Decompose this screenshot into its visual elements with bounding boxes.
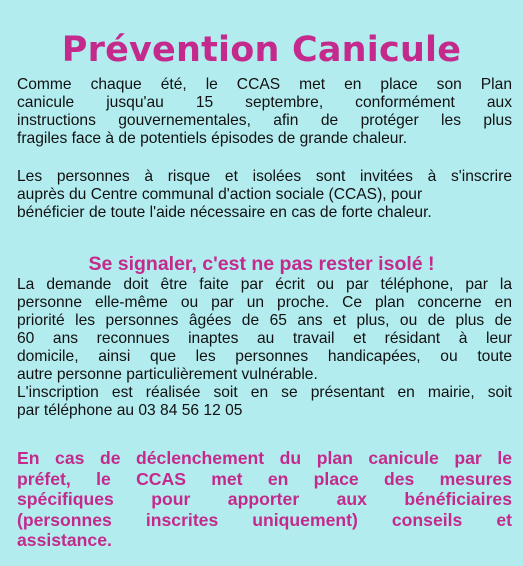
request-line: par téléphone au 03 84 56 12 05 [17, 402, 243, 419]
alert-line: En cas de déclenchement du plan canicule par le [17, 448, 512, 468]
intro-line: instructions gouvernementales, afin de protéger les plus [17, 112, 512, 129]
alert-line: préfet, le CCAS met en place des mesures [17, 468, 512, 489]
alert-line: spécifiques pour apporter aux bénéficiaires [17, 489, 512, 509]
invite-paragraph [17, 168, 512, 222]
request-line: La demande doit être faite par écrit ou par téléphone, par la [17, 276, 512, 293]
invite-line: Les personnes à risque et isolées sont invitées à s'inscrire [17, 168, 512, 185]
request-line: domicile, ainsi que les personnes handicapées, ou toute [17, 348, 512, 365]
alert-line: (personnes inscrites uniquement) conseils et [17, 509, 512, 530]
intro-paragraph [17, 76, 512, 148]
request-line: 60 ans reconnues inaptes au travail et résidant à leur [17, 330, 512, 347]
request-line: priorité les personnes âgées de 65 ans et plus, ou de plus de [17, 312, 512, 329]
section-subtitle: Se signaler, c'est ne pas rester isolé ! [88, 253, 435, 276]
intro-line: fragiles face à de potentiels épisodes de grande chaleur. [17, 130, 408, 147]
invite-line: auprès du Centre communal d'action sociale (CCAS), pour [17, 186, 423, 203]
request-line: autre personne particulièrement vulnérable. [17, 366, 318, 383]
alert-line: assistance. [17, 530, 112, 550]
invite-line: bénéficier de toute l'aide nécessaire en cas de forte chaleur. [17, 204, 432, 221]
intro-line: Comme chaque été, le CCAS met en place son Plan [17, 76, 512, 93]
request-line: personne elle-même ou par un proche. Ce plan concerne en [17, 294, 512, 311]
page-title: Prévention Canicule [61, 30, 462, 71]
alert-paragraph [17, 448, 512, 551]
request-paragraph [17, 276, 512, 420]
request-line: L'inscription est réalisée soit en se présentant en mairie, soit [17, 384, 512, 401]
intro-line: canicule jusqu'au 15 septembre, conformément aux [17, 94, 512, 111]
